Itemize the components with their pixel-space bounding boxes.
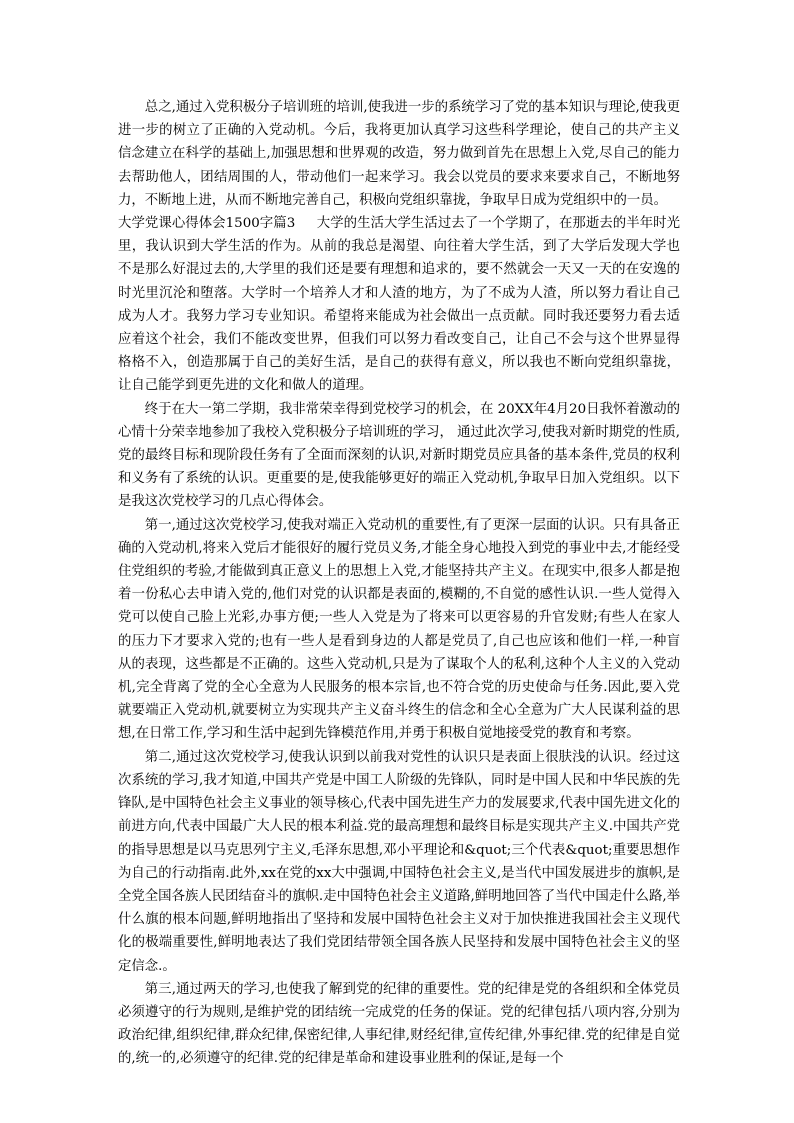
- article-heading: 大学党课心得体会1500字篇3: [118, 216, 296, 232]
- document-page: [118, 96, 680, 1071]
- paragraph-text: 第一,通过这次党校学习,使我对端正入党动机的重要性,有了更深一层面的认识。只有具备正确的入党动机,将来入党后才能很好的履行党员义务,才能全身心地投入到党的事业中去,才能经受住党组织的考验,才能做到真正意义上的思想上入党,才能坚持共产主义。在现实中,很多人都是抱着一份私心去申请入党的,他们对党的认识都是表面的,模糊的,不自觉的感性认识.一些人觉得入党可以使自己脸上光彩,办事方便;一些人入党是为了将来可以更容易的升官发财;有些人在家人的压力下才要求入党的;也有一些人是看到身边的人都是党员了,自己也应该和他们一样,一种盲从的表现，这些都是不正确的。这些入党动机,只是为了谋取个人的私利,这种个人主义的入党动机,完全背离了党的全心全意为人民服务的根本宗旨,也不符合党的历史使命与任务.因此,要入党就要端正入党动机,就要树立为实现共产主义奋斗终生的信念和全心全意为广大人民谋利益的思想,在日常工作,学习和生活中起到先锋模范作用,并勇于积极自觉地接受党的教育和考察。: [118, 517, 680, 742]
- paragraph-summary: [118, 96, 680, 212]
- paragraph-text: 总之,通过入党积极分子培训班的培训,使我进一步的系统学习了党的基本知识与理论,使我更进一步的树立了正确的入党动机。今后，我将更加认真学习这些科学理论，使自己的共产主义信念建立在科学的基础上,加强思想和世界观的改造，努力做到首先在思想上入党,尽自己的能力去帮助他人，团结周围的人，带动他们一起来学习。我会以党员的要求来要求自己，不断地努力，不断地上进，从而不断地完善自己，积极向党组织靠拢，争取早日成为党组织中的一员。: [118, 100, 680, 208]
- paragraph-text: 终于在大一第二学期，我非常荣幸得到党校学习的机会，在 20XX年4月20日我怀着激动的心情十分荣幸地参加了我校入党积极分子培训班的学习， 通过此次学习,使我对新时期党的性质,党的最终目标和现阶段任务有了全面而深刻的认识,对新时期党员应具备的基本条件,党员的权利和义务有了系统的认识。更重要的是,使我能够更好的端正入党动机,争取早日加入党组织。以下是我这次党校学习的几点心得体会。: [118, 401, 680, 510]
- paragraph-text: 第二,通过这次党校学习,使我认识到以前我对党性的认识只是表面上很肤浅的认识。经过这次系统的学习,我才知道,中国共产党是中国工人阶级的先锋队，同时是中国人民和中华民族的先锋队,是中国特色社会主义事业的领导核心,代表中国先进生产力的发展要求,代表中国先进文化的前进方向,代表中国最广大人民的根本利益.党的最高理想和最终目标是实现共产主义.中国共产党的指导思想是以马克思列宁主义,毛泽东思想,邓小平理论和&quot;三个代表&quot;重要思想作为自己的行动指南.此外,xx在党的xx大中强调,中国特色社会主义,是当代中国发展进步的旗帜,是全党全国各族人民团结奋斗的旗帜.走中国特色社会主义道路,鲜明地回答了当代中国走什么路,举什么旗的根本问题,鲜明地指出了坚持和发展中国特色社会主义对于加快推进我国社会主义现代化的极端重要性,鲜明地表达了我们党团结带领全国各族人民坚持和发展中国特色社会主义的坚定信念.。: [118, 749, 680, 974]
- paragraph-point-one: [118, 514, 680, 746]
- paragraph-text: 大学的生活大学生活过去了一个学期了，在那逝去的半年时光里，我认识到大学生活的作为。从前的我总是渴望、向往着大学生活，到了大学后发现大学也不是那么好混过去的,大学里的我们还是要有理想和追求的，要不然就会一天又一天的在安逸的时光里沉沦和堕落。大学时一个培养人才和人渣的地方，为了不成为人渣，所以努力看让自己成为人才。我努力学习专业知识。希望将来能成为社会做出一点贡献。同时我还要努力看去适应着这个社会，我们不能改变世界，但我们可以努力看改变自己，让自己不会与这个世界显得格格不入，创造那属于自己的美好生活，是自己的获得有意义，所以我也不断向党组织靠拢，让自己能学到更先进的文化和做人的道理。: [118, 216, 680, 394]
- paragraph-article-3: [118, 212, 680, 398]
- paragraph-point-three: [118, 978, 680, 1071]
- paragraph-party-school: [118, 398, 680, 514]
- paragraph-text: 第三,通过两天的学习,也使我了解到党的纪律的重要性。党的纪律是党的各组织和全体党员必须遵守的行为规则,是维护党的团结统一完成党的任务的保证。党的纪律包括八项内容,分别为政治纪律,组织纪律,群众纪律,保密纪律,人事纪律,财经纪律,宣传纪律,外事纪律.党的纪律是自觉的,统一的,必须遵守的纪律.党的纪律是革命和建设事业胜利的保证,是每一个: [118, 981, 680, 1067]
- paragraph-point-two: [118, 746, 680, 978]
